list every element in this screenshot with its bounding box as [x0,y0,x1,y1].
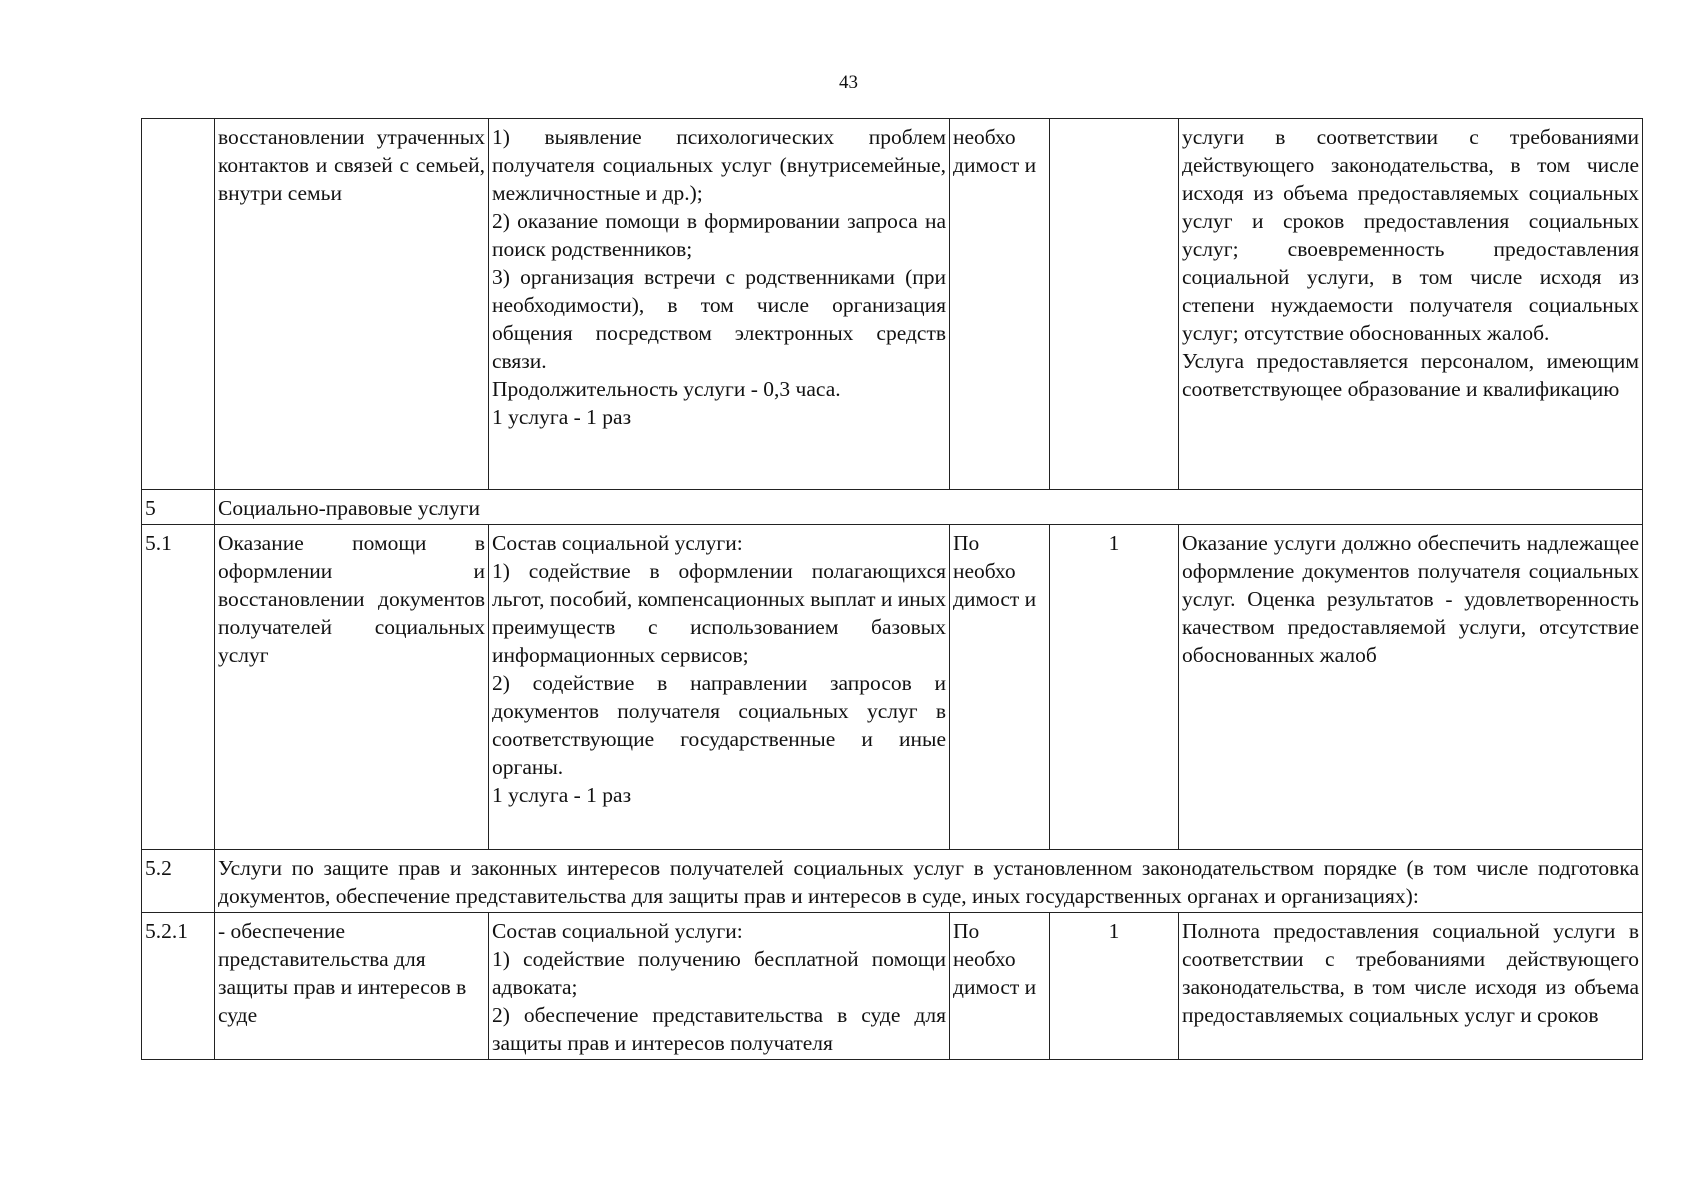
criteria-line: услуги в соответствии с требованиями действующего законодательства, в том числе исходя из объема предоставляемых социальных услуг и сроков предоставления социальных услуг; своевременность предоставления социальной услуги, в том числе исходя из степени нуждаемости получателя социальных услуг; отсутствие обоснованных жалоб. [1182,125,1639,345]
cell-number: 5.2.1 [142,913,215,1060]
cell-number: 5.2 [142,850,215,913]
page-number: 43 [839,72,858,93]
cell-criteria: Полнота предоставления социальной услуги в соответствии с требованиями действующего законодательства, в том числе исходя из объема предоставляемых социальных услуг и сроков [1179,913,1643,1060]
cell-number [142,119,215,490]
cell-criteria [1179,119,1643,490]
cell-count: 1 [1050,525,1179,850]
cell-number: 5 [142,490,215,525]
cell-description [489,119,950,490]
description-line: 1 услуга - 1 раз [492,783,632,807]
description-line: 3) организация встречи с родственниками (при необходимости), в том числе организация общения посредством электронных средств связи. [492,265,946,373]
description-line: 1) выявление психологических проблем получателя социальных услуг (внутрисемейные, межличностные и др.); [492,125,946,205]
table-row [142,525,1643,850]
services-table [141,118,1643,1060]
cell-period: необхо димост и [950,119,1050,490]
cell-criteria: Оказание услуги должно обеспечить надлежащее оформление документов получателя социальных услуг. Оценка результатов - удовлетворенность качеством предоставляемой услуги, отсутствие обоснованных жалоб [1179,525,1643,850]
cell-service-name: восстановлении утраченных контактов и связей с семьей, внутри семьи [215,119,489,490]
cell-service-name: - обеспечение представительства для защиты прав и интересов в суде [215,913,489,1060]
description-line: 2) оказание помощи в формировании запроса на поиск родственников; [492,209,946,261]
section-title: Социально-правовые услуги [215,490,1643,525]
cell-count: 1 [1050,913,1179,1060]
cell-description [489,525,950,850]
cell-period: По необхо димост и [950,525,1050,850]
description-line: 2) обеспечение представительства в суде для защиты прав и интересов получателя [492,1003,946,1055]
cell-service-name: Оказание помощи в оформлении и восстановлении документов получателей социальных услуг [215,525,489,850]
description-line: Состав социальной услуги: [492,531,743,555]
cell-period: По необхо димост и [950,913,1050,1060]
cell-description [489,913,950,1060]
cell-count [1050,119,1179,490]
criteria-line: Услуга предоставляется персоналом, имеющим соответствующее образование и квалификацию [1182,349,1639,401]
description-line: Состав социальной услуги: [492,919,743,943]
description-line: 1) содействие в оформлении полагающихся льгот, пособий, компенсационных выплат и иных преимуществ с использованием базовых информационных сервисов; [492,559,946,667]
description-line: 1 услуга - 1 раз [492,405,632,429]
cell-number: 5.1 [142,525,215,850]
description-line: 2) содействие в направлении запросов и документов получателя социальных услуг в соответствующие государственные и иные органы. [492,671,946,779]
table-row [142,850,1643,913]
description-line: 1) содействие получению бесплатной помощи адвоката; [492,947,946,999]
section-row [142,490,1643,525]
cell-service-group: Услуги по защите прав и законных интересов получателей социальных услуг в установленном законодательством порядке (в том числе подготовка документов, обеспечение представительства для защиты прав и интересов в суде, иных государственных органах и организациях): [215,850,1643,913]
table-row [142,119,1643,490]
description-line: Продолжительность услуги - 0,3 часа. [492,377,841,401]
table-row [142,913,1643,1060]
